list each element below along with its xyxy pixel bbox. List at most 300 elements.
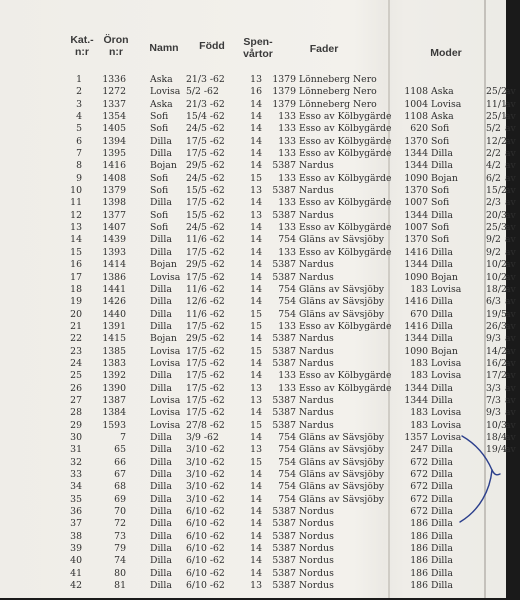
cell-mnr: 1370: [404, 135, 428, 147]
table-row: [0, 98, 516, 111]
cell-kat: 8: [76, 160, 82, 172]
table-row: [0, 419, 516, 432]
cell-fodd: 17/5 -62: [186, 135, 225, 147]
header-fader: Fader: [309, 43, 339, 55]
litter-table: [0, 74, 516, 592]
cell-spen: 14: [250, 493, 262, 505]
cell-mextra: av: [505, 320, 516, 332]
cell-fnr: 5387: [272, 567, 296, 579]
cell-spen: 14: [250, 543, 262, 555]
cell-mextra: av: [505, 419, 516, 431]
cell-mnamn: Sofi: [431, 197, 450, 209]
cell-mnamn: Dilla: [431, 518, 453, 530]
cell-fodd: 17/5 -62: [186, 357, 225, 369]
cell-fnr: 5387: [272, 580, 296, 592]
cell-fnr: 754: [278, 308, 296, 320]
cell-oron: 1392: [102, 370, 126, 382]
cell-fnr: 754: [278, 444, 296, 456]
cell-spen: 13: [250, 74, 262, 85]
cell-kat: 5: [76, 123, 82, 135]
cell-fodd: 11/6 -62: [186, 234, 225, 246]
cell-fodd: 5/2 -62: [186, 86, 219, 98]
cell-fnamn: Esso av Kölbygärde: [299, 382, 392, 394]
table-row: [0, 370, 516, 382]
cell-fnamn: Gläns av Sävsjöby: [299, 456, 385, 468]
cell-mnr: 1007: [404, 197, 428, 209]
cell-namn: Dilla: [150, 493, 172, 505]
cell-mextra: av: [505, 271, 516, 283]
cell-namn: Lovisa: [150, 394, 181, 406]
header-kat-line1: Kat.-: [70, 34, 94, 46]
cell-namn: Lovisa: [150, 345, 181, 357]
cell-fnr: 133: [278, 111, 296, 123]
cell-fnr: 133: [278, 172, 296, 184]
cell-fnr: 133: [278, 382, 296, 394]
cell-fnamn: Nordus: [299, 518, 334, 530]
cell-mextra: av: [505, 148, 516, 160]
cell-mnamn: Aska: [431, 86, 454, 98]
cell-mnr: 1344: [404, 160, 428, 172]
cell-mdate: 25/1: [486, 111, 507, 123]
cell-mnr: 620: [410, 123, 428, 135]
cell-kat: 34: [70, 481, 82, 493]
cell-kat: 11: [70, 197, 82, 209]
cell-kat: 30: [70, 431, 82, 443]
cell-namn: Lovisa: [150, 357, 181, 369]
cell-fnamn: Nardus: [299, 185, 334, 197]
cell-fnamn: Esso av Kölbygärde: [299, 370, 392, 382]
table-row: [0, 172, 516, 185]
cell-mextra: av: [505, 86, 516, 98]
cell-namn: Dilla: [150, 444, 172, 456]
cell-mdate: 4/2: [486, 160, 501, 172]
cell-oron: 81: [114, 580, 126, 592]
cell-spen: 16: [250, 86, 262, 98]
cell-spen: 14: [250, 98, 262, 110]
cell-fnamn: Nardus: [299, 259, 334, 271]
cell-fnr: 5387: [272, 394, 296, 406]
cell-mnr: 1344: [404, 333, 428, 345]
cell-kat: 19: [70, 296, 82, 308]
cell-fnamn: Esso av Kölbygärde: [299, 135, 392, 147]
cell-mdate: 6/2: [486, 172, 501, 184]
cell-mdate: 10/2: [486, 259, 507, 271]
table-row: [0, 481, 506, 493]
cell-kat: 25: [70, 370, 82, 382]
table-row: [0, 531, 506, 543]
cell-fnr: 754: [278, 469, 296, 480]
cell-fnamn: Esso av Kölbygärde: [299, 320, 392, 332]
cell-kat: 20: [70, 308, 82, 320]
cell-spen: 15: [250, 172, 262, 184]
cell-mnr: 1344: [404, 259, 428, 271]
cell-fnamn: Nordus: [299, 506, 334, 518]
cell-mextra: av: [505, 222, 516, 234]
cell-fnamn: Nardus: [299, 333, 334, 345]
cell-mextra: av: [505, 123, 516, 135]
cell-fodd: 17/5 -62: [186, 407, 225, 419]
cell-fodd: 29/5 -62: [186, 160, 225, 172]
table-row: [0, 457, 506, 469]
cell-oron: 1408: [102, 172, 126, 184]
cell-oron: 1398: [102, 197, 126, 209]
cell-spen: 14: [250, 234, 262, 246]
cell-kat: 26: [70, 382, 82, 394]
cell-fnamn: Lönneberg Nero: [299, 74, 377, 85]
cell-oron: 1440: [102, 308, 126, 320]
cell-spen: 14: [250, 555, 262, 567]
cell-mnr: 1090: [404, 172, 428, 184]
cell-kat: 23: [70, 345, 82, 357]
table-row: [0, 431, 516, 444]
cell-oron: 69: [114, 493, 126, 505]
cell-spen: 14: [250, 530, 262, 542]
cell-mnamn: Sofi: [431, 185, 450, 197]
cell-mnr: 183: [410, 407, 428, 419]
cell-fnr: 5387: [272, 407, 296, 419]
cell-fnamn: Esso av Kölbygärde: [299, 222, 392, 234]
cell-oron: 1393: [102, 246, 126, 258]
cell-namn: Sofi: [150, 111, 169, 123]
cell-mdate: 26/3: [486, 320, 507, 332]
cell-fodd: 6/10 -62: [186, 580, 225, 592]
table-row: [0, 283, 516, 296]
cell-mnr: 1007: [404, 222, 428, 234]
cell-fnamn: Nardus: [299, 394, 334, 406]
cell-fnamn: Esso av Kölbygärde: [299, 172, 392, 184]
cell-spen: 13: [250, 209, 262, 221]
cell-fnamn: Nordus: [299, 555, 334, 567]
table-row: [0, 123, 516, 135]
table-row: [0, 518, 506, 530]
cell-oron: 66: [114, 456, 126, 468]
cell-oron: 1337: [102, 98, 126, 110]
header-oron-line2: n:r: [109, 46, 123, 58]
cell-mnamn: Dilla: [431, 333, 453, 345]
cell-kat: 1: [76, 74, 82, 85]
cell-namn: Sofi: [150, 209, 169, 221]
cell-mextra: av: [505, 246, 516, 258]
cell-kat: 24: [70, 357, 82, 369]
cell-fodd: 17/5 -62: [186, 271, 225, 283]
cell-mdate: 19/4: [486, 444, 507, 456]
cell-fnr: 1379: [272, 98, 296, 110]
cell-oron: 1426: [102, 296, 126, 308]
cell-fodd: 15/4 -62: [186, 111, 225, 123]
table-row: [0, 296, 516, 308]
cell-mnr: 670: [410, 308, 428, 320]
cell-namn: Dilla: [150, 197, 172, 209]
table-row: [0, 407, 516, 419]
cell-mnamn: Dilla: [431, 580, 453, 592]
cell-mextra: av: [505, 209, 516, 221]
cell-kat: 15: [70, 246, 82, 258]
cell-fodd: 6/10 -62: [186, 518, 225, 530]
cell-mnamn: Dilla: [431, 296, 453, 308]
cell-fodd: 3/10 -62: [186, 456, 225, 468]
cell-namn: Dilla: [150, 481, 172, 493]
cell-mnr: 1416: [404, 320, 428, 332]
cell-spen: 14: [250, 407, 262, 419]
cell-fodd: 17/5 -62: [186, 148, 225, 160]
cell-fnamn: Esso av Kölbygärde: [299, 246, 392, 258]
cell-spen: 14: [250, 296, 262, 308]
cell-namn: Dilla: [150, 456, 172, 468]
cell-mnr: 1108: [404, 111, 428, 123]
cell-kat: 17: [70, 271, 82, 283]
cell-mdate: 7/3: [486, 394, 501, 406]
cell-mdate: 20/3: [486, 209, 507, 221]
cell-fnamn: Nordus: [299, 530, 334, 542]
cell-fnr: 5387: [272, 555, 296, 567]
cell-oron: 1391: [102, 320, 126, 332]
cell-namn: Sofi: [150, 222, 169, 234]
cell-fodd: 17/5 -62: [186, 320, 225, 332]
cell-oron: 1390: [102, 382, 126, 394]
cell-fnr: 5387: [272, 259, 296, 271]
cell-kat: 14: [70, 234, 82, 246]
table-row: [0, 308, 516, 321]
cell-mnamn: Dilla: [431, 320, 453, 332]
cell-mnamn: Dilla: [431, 456, 453, 468]
table-row: [0, 234, 516, 246]
cell-mextra: av: [505, 160, 516, 172]
cell-mextra: av: [505, 382, 516, 394]
cell-mdate: 3/3: [486, 382, 501, 394]
table-row: [0, 543, 506, 555]
cell-mextra: av: [505, 407, 516, 419]
cell-mnamn: Dilla: [431, 469, 453, 480]
cell-fnamn: Nardus: [299, 271, 334, 283]
cell-fnamn: Nordus: [299, 580, 334, 592]
cell-namn: Dilla: [150, 370, 172, 382]
cell-spen: 15: [250, 345, 262, 357]
cell-fodd: 17/5 -62: [186, 246, 225, 258]
cell-fnamn: Lönneberg Nero: [299, 86, 377, 98]
cell-kat: 10: [70, 185, 82, 197]
cell-mnamn: Sofi: [431, 234, 450, 246]
cell-spen: 14: [250, 518, 262, 530]
cell-mnr: 1416: [404, 296, 428, 308]
table-row: [0, 444, 516, 456]
cell-mnamn: Dilla: [431, 493, 453, 505]
header-spen-line2: vårtor: [243, 48, 273, 60]
table-row: [0, 580, 506, 592]
cell-mdate: 16/2: [486, 357, 507, 369]
cell-namn: Dilla: [150, 296, 172, 308]
cell-namn: Lovisa: [150, 271, 181, 283]
cell-mextra: av: [505, 185, 516, 197]
cell-mnr: 186: [410, 580, 428, 592]
cell-fnamn: Esso av Kölbygärde: [299, 197, 392, 209]
header-namn: Namn: [149, 42, 179, 54]
table-row: [0, 197, 516, 209]
table-row: [0, 111, 516, 123]
cell-fnr: 754: [278, 234, 296, 246]
cell-kat: 3: [76, 98, 82, 110]
cell-spen: 14: [250, 567, 262, 579]
cell-fnamn: Gläns av Sävsjöby: [299, 469, 385, 480]
cell-mnamn: Dilla: [431, 394, 453, 406]
cell-mdate: 2/3: [486, 197, 501, 209]
cell-oron: 1377: [102, 209, 126, 221]
cell-fodd: 29/5 -62: [186, 333, 225, 345]
table-row: [0, 333, 516, 345]
cell-namn: Dilla: [150, 148, 172, 160]
table-row: [0, 555, 506, 567]
cell-mnr: 186: [410, 555, 428, 567]
table-row: [0, 357, 516, 370]
header-kat: [62, 34, 102, 58]
cell-namn: Dilla: [150, 283, 172, 295]
cell-fnr: 133: [278, 123, 296, 135]
cell-kat: 29: [70, 419, 82, 431]
cell-kat: 42: [70, 580, 82, 592]
cell-spen: 15: [250, 308, 262, 320]
cell-oron: 73: [114, 530, 126, 542]
cell-fnamn: Esso av Kölbygärde: [299, 123, 392, 135]
cell-namn: Dilla: [150, 555, 172, 567]
cell-oron: 1272: [102, 86, 126, 98]
cell-oron: 1416: [102, 160, 126, 172]
cell-fnr: 1379: [272, 86, 296, 98]
cell-mextra: av: [505, 197, 516, 209]
cell-fnamn: Lönneberg Nero: [299, 98, 377, 110]
cell-oron: 1415: [102, 333, 126, 345]
cell-mnr: 183: [410, 370, 428, 382]
cell-fodd: 17/5 -62: [186, 394, 225, 406]
cell-mnamn: Dilla: [431, 481, 453, 493]
cell-mdate: 17/2: [486, 370, 507, 382]
header-spen-line1: Spen-: [243, 36, 273, 48]
table-row: [0, 148, 516, 160]
cell-mdate: 10/3: [486, 419, 507, 431]
table-row: [0, 259, 516, 271]
cell-spen: 14: [250, 431, 262, 443]
cell-spen: 14: [250, 246, 262, 258]
cell-spen: 14: [250, 271, 262, 283]
cell-spen: 14: [250, 259, 262, 271]
cell-oron: 1395: [102, 148, 126, 160]
cell-mnamn: Lovisa: [431, 431, 462, 443]
cell-fnr: 754: [278, 456, 296, 468]
cell-mextra: av: [505, 431, 516, 443]
cell-mnamn: Dilla: [431, 555, 453, 567]
cell-namn: Dilla: [150, 567, 172, 579]
cell-spen: 14: [250, 357, 262, 369]
cell-fnr: 754: [278, 431, 296, 443]
table-row: [0, 185, 516, 197]
cell-fnr: 5387: [272, 543, 296, 555]
table-row: [0, 382, 516, 395]
cell-oron: 1354: [102, 111, 126, 123]
cell-fnr: 5387: [272, 530, 296, 542]
cell-fodd: 15/5 -62: [186, 185, 225, 197]
cell-fnamn: Gläns av Sävsjöby: [299, 308, 385, 320]
cell-fnr: 5387: [272, 357, 296, 369]
cell-mnamn: Lovisa: [431, 357, 462, 369]
cell-mnr: 186: [410, 543, 428, 555]
cell-fnr: 1379: [272, 74, 296, 85]
cell-fnamn: Nordus: [299, 567, 334, 579]
cell-kat: 32: [70, 456, 82, 468]
cell-mextra: av: [505, 172, 516, 184]
cell-fodd: 24/5 -62: [186, 222, 225, 234]
cell-namn: Dilla: [150, 580, 172, 592]
cell-spen: 14: [250, 506, 262, 518]
cell-namn: Dilla: [150, 506, 172, 518]
cell-mextra: av: [505, 98, 516, 110]
cell-mdate: 19/5: [486, 308, 507, 320]
cell-oron: 68: [114, 481, 126, 493]
cell-mnamn: Dilla: [431, 567, 453, 579]
cell-oron: 1387: [102, 394, 126, 406]
cell-fnamn: Gläns av Sävsjöby: [299, 493, 385, 505]
cell-kat: 27: [70, 394, 82, 406]
cell-fodd: 17/5 -62: [186, 197, 225, 209]
cell-kat: 16: [70, 259, 82, 271]
cell-fodd: 6/10 -62: [186, 543, 225, 555]
cell-fodd: 3/10 -62: [186, 469, 225, 480]
cell-fnr: 133: [278, 246, 296, 258]
cell-oron: 1407: [102, 222, 126, 234]
table-row: [0, 209, 516, 222]
cell-fnr: 754: [278, 296, 296, 308]
cell-fnamn: Nardus: [299, 357, 334, 369]
header-moder: Moder: [430, 47, 462, 59]
cell-mnr: 1004: [404, 98, 428, 110]
cell-mdate: 9/3: [486, 333, 501, 345]
cell-spen: 14: [250, 111, 262, 123]
cell-fodd: 24/5 -62: [186, 172, 225, 184]
cell-mnamn: Sofi: [431, 135, 450, 147]
cell-fodd: 12/6 -62: [186, 296, 225, 308]
cell-mnr: 1344: [404, 209, 428, 221]
cell-fodd: 3/10 -62: [186, 444, 225, 456]
cell-spen: 15: [250, 320, 262, 332]
header-oron-line1: Öron: [103, 34, 129, 46]
cell-fnamn: Nardus: [299, 209, 334, 221]
cell-fnr: 5387: [272, 518, 296, 530]
cell-mdate: 25/2: [486, 86, 507, 98]
cell-mnr: 672: [410, 506, 428, 518]
cell-namn: Dilla: [150, 543, 172, 555]
cell-mdate: 11/1: [486, 98, 507, 110]
cell-mnamn: Dilla: [431, 444, 453, 456]
pen-mark: [440, 430, 520, 530]
cell-fodd: 3/10 -62: [186, 493, 225, 505]
cell-namn: Sofi: [150, 185, 169, 197]
cell-mextra: av: [505, 111, 516, 123]
cell-namn: Aska: [150, 74, 173, 85]
table-row: [0, 345, 516, 358]
cell-fnr: 133: [278, 370, 296, 382]
cell-oron: 1394: [102, 135, 126, 147]
cell-fnr: 754: [278, 481, 296, 493]
cell-kat: 37: [70, 518, 82, 530]
cell-fnamn: Gläns av Sävsjöby: [299, 481, 385, 493]
header-kat-line2: n:r: [75, 46, 89, 58]
cell-mnamn: Lovisa: [431, 283, 462, 295]
cell-namn: Bojan: [150, 160, 177, 172]
cell-oron: 1384: [102, 407, 126, 419]
cell-mnr: 672: [410, 469, 428, 480]
cell-kat: 7: [76, 148, 82, 160]
cell-mnr: 1090: [404, 345, 428, 357]
cell-namn: Lovisa: [150, 419, 181, 431]
cell-oron: 72: [114, 518, 126, 530]
cell-fodd: 15/5 -62: [186, 209, 225, 221]
